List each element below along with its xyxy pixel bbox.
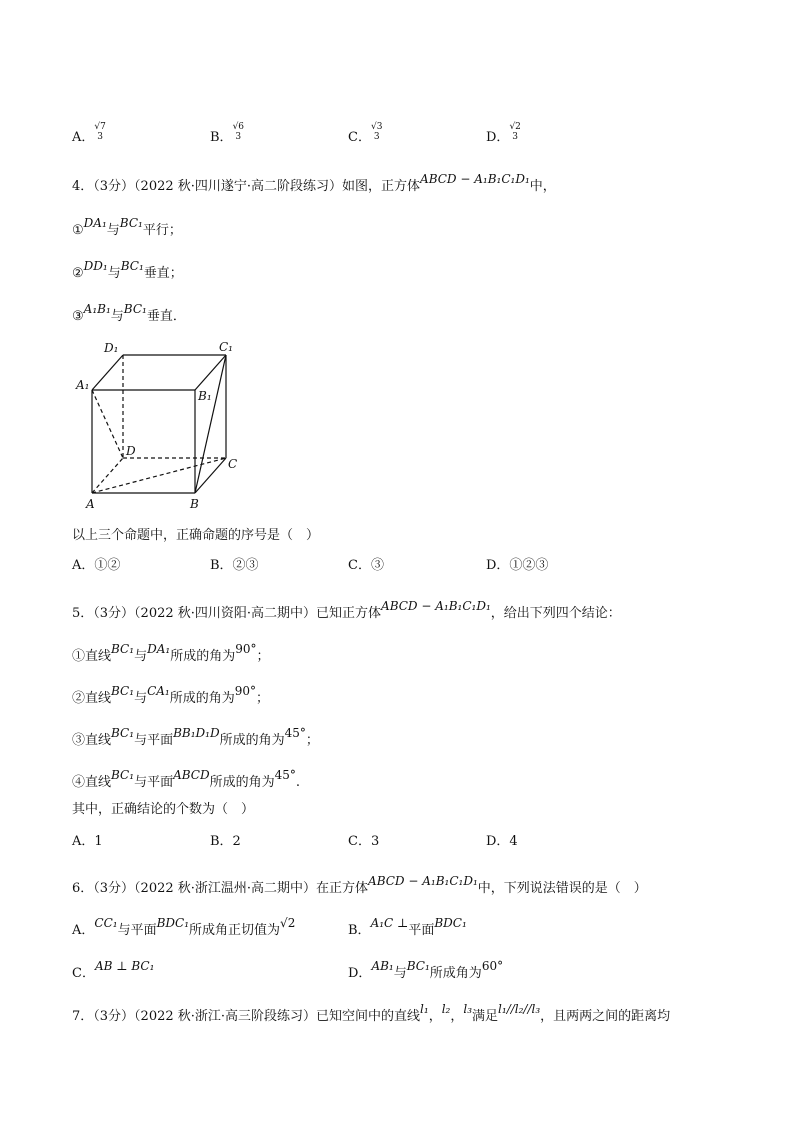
fraction: √3 3 [370, 122, 383, 142]
q4-proposition-3: ③A₁B₁与BC₁垂直． [72, 302, 186, 324]
q5-question: 其中，正确结论的个数为（ ） [72, 802, 255, 817]
q5-option-c: C．3 [348, 834, 380, 849]
label-b1: B₁ [198, 389, 212, 403]
label-a1: A₁ [76, 378, 90, 392]
q4-proposition-2: ②DD₁与BC₁垂直； [72, 259, 183, 281]
q6-option-b: B．A₁C ⊥平面BDC₁ [348, 916, 467, 938]
edge-b1-c1 [195, 355, 226, 390]
q4-option-a: A．①② [72, 558, 121, 573]
q5-conclusion-2: ②直线BC₁与CA₁所成的角为90°； [72, 684, 270, 706]
q3-option-c: C． √3 3 [348, 122, 383, 145]
q3-option-d: D． √2 3 [486, 122, 521, 145]
q6-option-d: D．AB₁与BC₁所成角为60° [348, 959, 504, 981]
fraction: √2 3 [509, 122, 521, 142]
diag-a-c [92, 458, 226, 493]
q6-option-c: C．AB ⊥ BC₁ [72, 959, 155, 981]
label-d1: D₁ [104, 341, 119, 355]
q4-option-c: C．③ [348, 558, 384, 573]
q4-proposition-1: ①DA₁与BC₁平行； [72, 216, 182, 238]
diag-a1-d [92, 390, 123, 458]
edge-a-d [92, 458, 123, 493]
q5-conclusion-1: ①直线BC₁与DA₁所成的角为90°； [72, 642, 270, 664]
q4-question: 以上三个命题中，正确命题的序号是（ ） [72, 528, 320, 543]
q6-option-a: A．CC₁与平面BDC₁所成角正切值为√2 [72, 916, 296, 938]
q3-option-b: B． √6 3 [210, 122, 245, 145]
edge-b-c [195, 458, 226, 493]
label-a: A [86, 497, 95, 511]
edge-a1-d1 [92, 355, 123, 390]
label-b: B [190, 497, 199, 511]
q7-stem: 7．（3分）（2022 秋·浙江·高三阶段练习）已知空间中的直线l₁，l₂，l₃满足l₁//l₂//l₃，且两两之间的距离均 [72, 1002, 671, 1024]
q3-option-a: A． √7 3 [72, 122, 106, 145]
fraction: √6 3 [232, 122, 245, 142]
diag-b-c1 [195, 355, 226, 493]
q5-conclusion-3: ③直线BC₁与平面BB₁D₁D所成的角为45°； [72, 726, 319, 748]
cube-figure [72, 336, 252, 516]
label-d: D [126, 444, 136, 458]
q4-stem: 4．（3分）（2022 秋·四川遂宁·高二阶段练习）如图，正方体ABCD − A₁B₁C₁D₁中， [72, 172, 556, 194]
q5-option-a: A．1 [72, 834, 103, 849]
q4-option-d: D．①②③ [486, 558, 549, 573]
fraction: √7 3 [94, 122, 106, 142]
q5-option-b: B．2 [210, 834, 241, 849]
label-c: C [228, 457, 238, 471]
q5-conclusion-4: ④直线BC₁与平面ABCD所成的角为45°. [72, 768, 301, 790]
q4-option-b: B．②③ [210, 558, 259, 573]
q5-option-d: D．4 [486, 834, 518, 849]
label-c1: C₁ [219, 340, 233, 354]
q5-stem: 5．（3分）（2022 秋·四川资阳·高二期中）已知正方体ABCD − A₁B₁C₁D₁，给出下列四个结论： [72, 599, 621, 621]
q6-stem: 6．（3分）（2022 秋·浙江温州·高二期中）在正方体ABCD − A₁B₁C₁D₁中，下列说法错误的是（ ） [72, 874, 647, 896]
